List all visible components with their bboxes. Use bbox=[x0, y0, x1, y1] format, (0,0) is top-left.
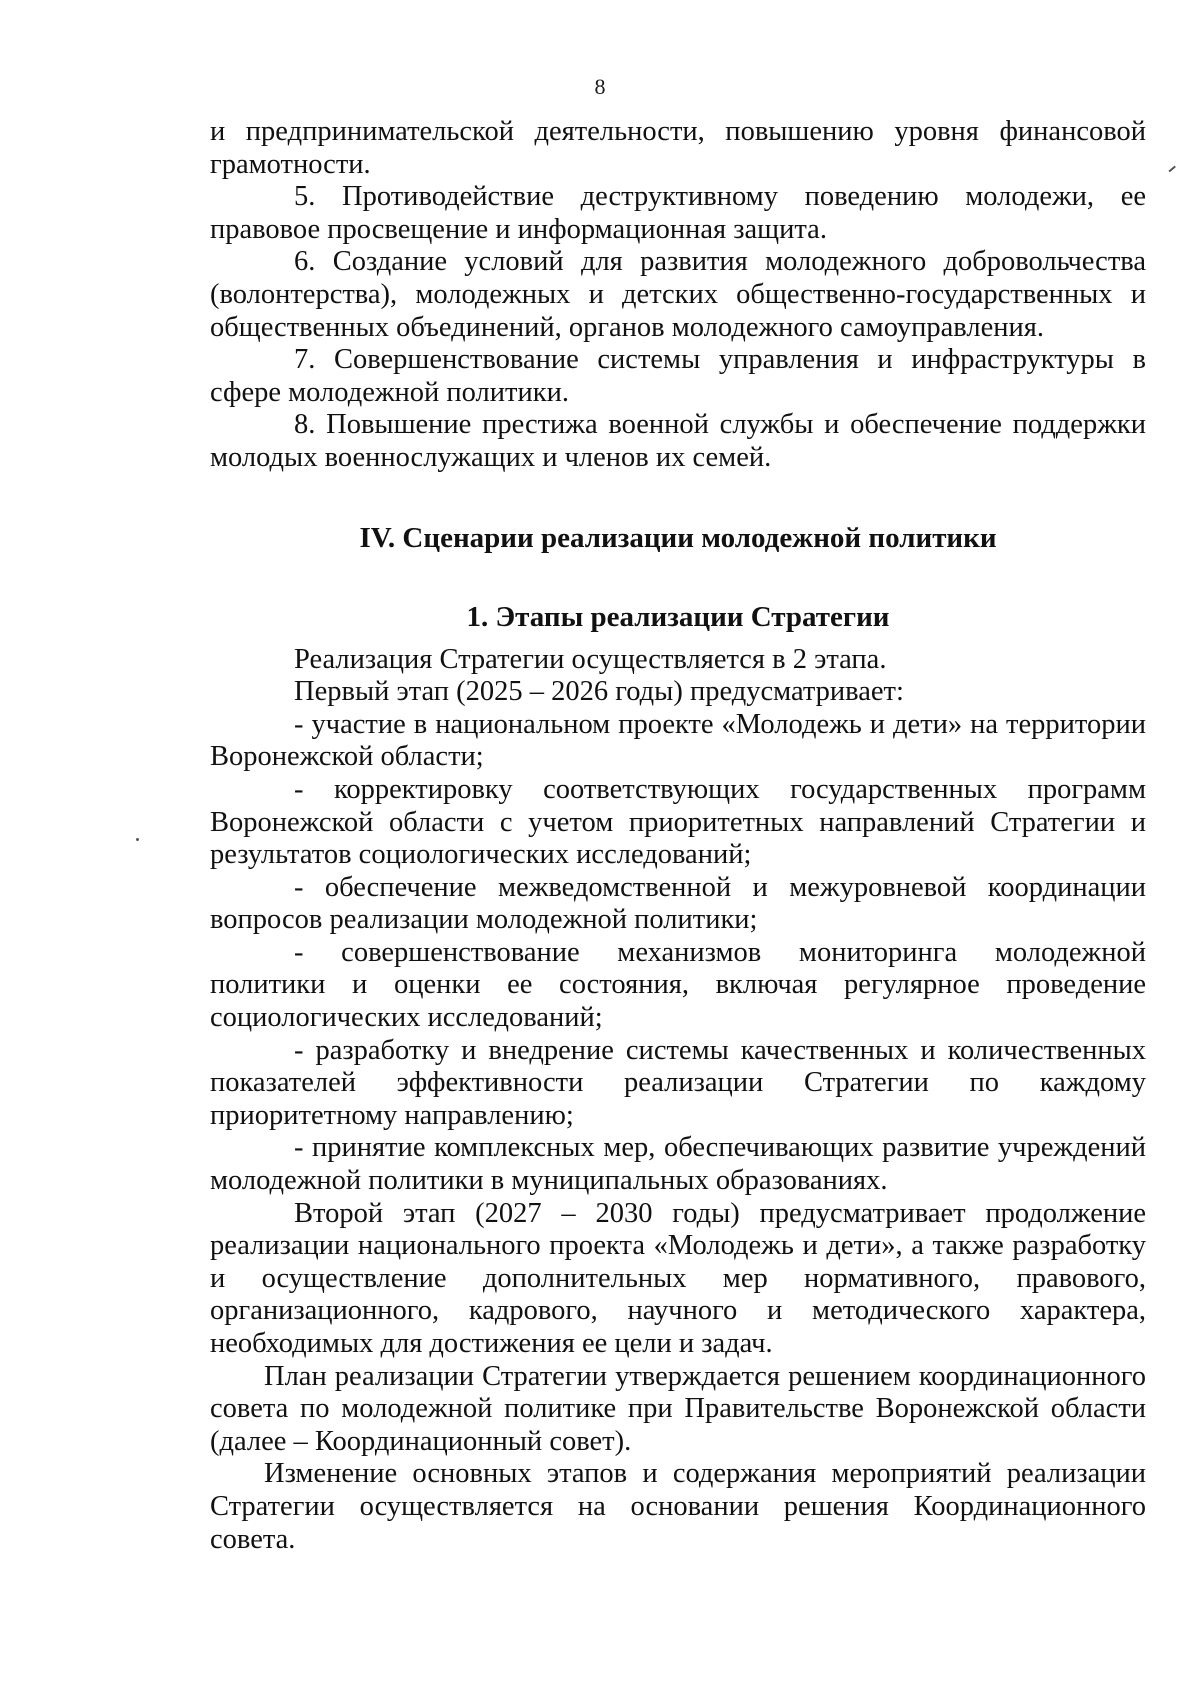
list-item-6: 6. Создание условий для развития молодежного добровольчества (волонтерства), молодежных и детских общественно-государственных и общественных объединений, органов молодежного самоуправления. bbox=[210, 246, 1146, 343]
list-item-5: 5. Противодействие деструктивному поведению молодежи, ее правовое просвещение и информационная защита. bbox=[210, 181, 1146, 245]
list-item-7: 7. Совершенствование системы управления и инфраструктуры в сфере молодежной политики. bbox=[210, 344, 1146, 408]
bullet-item: - разработку и внедрение системы качественных и количественных показателей эффективности реализации Стратегии по каждому приоритетному направлению; bbox=[210, 1034, 1146, 1131]
paragraph: Реализация Стратегии осуществляется в 2 этапа. bbox=[294, 643, 887, 675]
bullet-item: - обеспечение межведомственной и межуровневой координации вопросов реализации молодежной политики; bbox=[210, 871, 1146, 936]
section-heading: IV. Сценарии реализации молодежной политики bbox=[359, 521, 997, 554]
list-item-8: 8. Повышение престижа военной службы и обеспечение поддержки молодых военнослужащих и членов их семей. bbox=[210, 409, 1146, 473]
paragraph: Первый этап (2025 – 2026 годы) предусматривает: bbox=[294, 676, 904, 708]
page-content bbox=[210, 116, 1146, 1556]
bullet-item: - принятие комплексных мер, обеспечивающих развитие учреждений молодежной политики в муниципальных образованиях. bbox=[210, 1132, 1146, 1197]
bullet-item: - участие в национальном проекте «Молодежь и дети» на территории Воронежской области; bbox=[210, 708, 1146, 773]
paragraph: и предпринимательской деятельности, повышению уровня финансовой грамотности. bbox=[210, 116, 1146, 180]
bullet-item: - корректировку соответствующих государственных программ Воронежской области с учетом приоритетных направлений Стратегии и результатов социологических исследований; bbox=[210, 773, 1146, 871]
page-number: 8 bbox=[594, 74, 606, 99]
bullet-item: - совершенствование механизмов мониторинга молодежной политики и оценки ее состояния, включая регулярное проведение социологических исследований; bbox=[210, 936, 1146, 1034]
scan-speck bbox=[136, 838, 139, 841]
paragraph: План реализации Стратегии утверждается решением координационного совета по молодежной политике при Правительстве Воронежской области (далее – Координационный совет). bbox=[210, 1360, 1146, 1457]
paragraph: Изменение основных этапов и содержания мероприятий реализации Стратегии осуществляется на основании решения Координационного совета. bbox=[210, 1458, 1146, 1555]
paragraph: Второй этап (2027 – 2030 годы) предусматривает продолжение реализации национального проекта «Молодежь и дети», а также разработку и осуществление дополнительных мер нормативного, правового, организационного, кадрового, научного и методического характера, необходимых для достижения ее цели и задач. bbox=[210, 1197, 1146, 1359]
subsection-heading: 1. Этапы реализации Стратегии bbox=[466, 600, 890, 633]
scan-mark bbox=[1168, 166, 1175, 172]
